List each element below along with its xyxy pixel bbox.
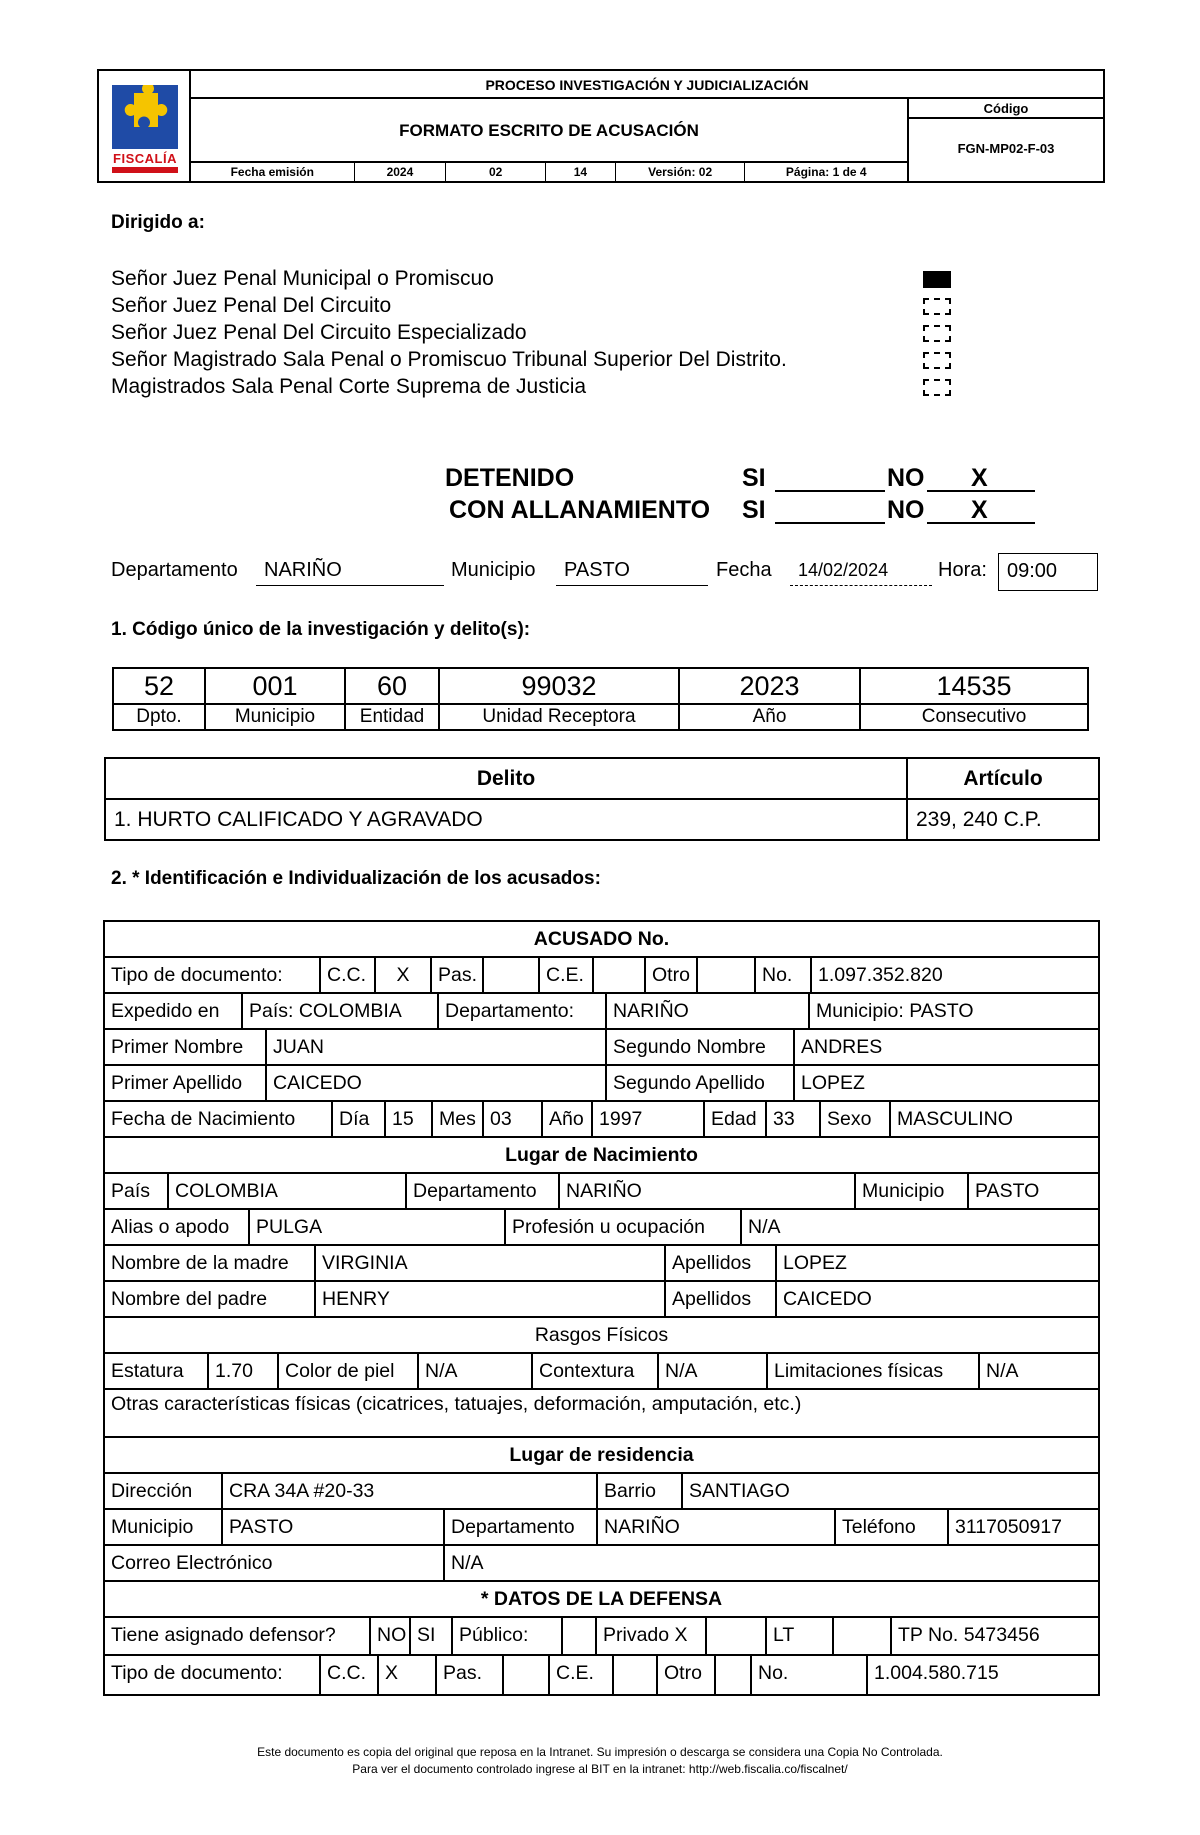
expedido-row: Expedido en País: COLOMBIA Departamento: NARIÑO Municipio: PASTO [105,994,1098,1030]
birth-dept: NARIÑO [560,1174,856,1208]
father-name: HENRY [316,1282,666,1316]
hour-value: 09:00 [998,553,1098,591]
investigation-code-table: 52 001 60 99032 2023 14535 Dpto. Municipio Entidad Unidad Receptora Año Consecutivo [112,667,1089,731]
mun-value: PASTO [556,555,708,586]
defender-si: SI [411,1618,453,1654]
physical-header-row: Rasgos Físicos [105,1318,1098,1354]
skin-color: N/A [419,1354,533,1388]
date-value: 14/02/2024 [790,555,932,586]
father-surname: CAICEDO [783,1288,872,1310]
mother-surname: LOPEZ [783,1252,847,1274]
defender-cc-mark: X [379,1656,437,1694]
birth-month: 03 [484,1102,543,1136]
court-checkbox[interactable] [923,352,951,369]
build: N/A [659,1354,768,1388]
fiscalia-logo [99,71,191,181]
res-dept: NARIÑO [598,1510,836,1544]
defender-row: Tiene asignado defensor? NO SI Público: Privado X LT TP No. 5473456 [105,1618,1098,1656]
article-header: Artículo [907,758,1099,799]
age: 33 [767,1102,821,1136]
alias: PULGA [250,1210,506,1244]
court-option: Señor Magistrado Sala Penal o Promiscuo Tribunal Superior Del Distrito. [111,346,961,373]
court-option: Señor Juez Penal Municipal o Promiscuo [111,265,961,292]
crime-table [104,757,1100,841]
code-value: FGN-MP02-F-03 [957,141,1055,156]
surnames-row: Primer Apellido CAICEDO Segundo Apellido LOPEZ [105,1066,1098,1102]
mun-label: Municipio [451,559,536,581]
defender-doc-number: 1.004.580.715 [874,1662,999,1684]
court-checkbox[interactable] [923,298,951,315]
occupation: N/A [748,1216,781,1238]
footer-link-note: Para ver el documento controlado ingrese al BIT en la intranet: http://web.fiscalia.co/fiscalnet/ [352,1762,848,1776]
page-number: Página: 1 de 4 [785,165,867,179]
dept-value: NARIÑO [256,555,444,586]
emission-row [191,163,909,181]
court-option: Magistrados Sala Penal Corte Suprema de Justicia [111,373,961,400]
detenido-label: DETENIDO [445,464,575,492]
code-unidad: 99032 [439,668,679,704]
residence-header-row: Lugar de residencia [105,1438,1098,1474]
second-name: ANDRES [801,1036,883,1058]
court-checkbox[interactable] [923,271,951,288]
birthplace-row: País COLOMBIA Departamento NARIÑO Municipio PASTO [105,1174,1098,1210]
accused-header-row: ACUSADO No. [105,922,1098,958]
email-row: Correo Electrónico N/A [105,1546,1098,1582]
doc-pas-value [484,958,540,992]
footer-note: Este documento es copia del original que reposa en la Intranet. Su impresión o descarga se considera una Copia No Controlada. [257,1745,943,1759]
limitations: N/A [986,1360,1019,1382]
doc-otro-value [698,958,756,992]
section1-title: 1. Código único de la investigación y delito(s): [111,619,531,640]
article-value: 239, 240 C.P. [907,799,1099,840]
doc-cc-mark: X [376,958,432,992]
defender-ce-value [614,1656,658,1694]
crime-header: Delito [105,758,907,799]
phone: 3117050917 [955,1516,1063,1538]
birthplace-header-row: Lugar de Nacimiento [105,1138,1098,1174]
address: CRA 34A #20-33 [223,1474,598,1508]
emission-month: 02 [446,163,546,181]
court-option: Señor Juez Penal Del Circuito Especializado [111,319,961,346]
lt-value [834,1618,892,1654]
emission-day: 14 [546,163,616,181]
court-option: Señor Juez Penal Del Circuito [111,292,961,319]
logo-brand-text: FISCALÍA [113,151,177,166]
defender-no: NO [371,1618,411,1654]
sex: MASCULINO [897,1108,1013,1130]
height: 1.70 [209,1354,279,1388]
process-name: PROCESO INVESTIGACIÓN Y JUDICIALIZACIÓN [191,71,1103,99]
doc-row: Tipo de documento: C.C. X Pas. C.E. Otro No. 1.097.352.820 [105,958,1098,994]
code-entidad: 60 [345,668,439,704]
address-row: Dirección CRA 34A #20-33 Barrio SANTIAGO [105,1474,1098,1510]
names-row: Primer Nombre JUAN Segundo Nombre ANDRES [105,1030,1098,1066]
birth-day: 15 [386,1102,433,1136]
court-list [111,265,961,400]
emission-year: 2024 [355,163,447,181]
first-name: JUAN [267,1030,607,1064]
code-consecutivo: 14535 [860,668,1088,704]
defender-doc-row: Tipo de documento: C.C. X Pas. C.E. Otro No. 1.004.580.715 [105,1656,1098,1694]
res-mun: PASTO [223,1510,445,1544]
document-header [97,69,1105,183]
res-mun-row: Municipio PASTO Departamento NARIÑO Teléfono 3117050917 [105,1510,1098,1546]
defender-otro-value [716,1656,752,1694]
allanamiento-mark: X [971,496,988,524]
second-surname: LOPEZ [801,1072,865,1094]
code-municipio: 001 [205,668,345,704]
birth-year: 1997 [593,1102,705,1136]
code-label: Código [909,99,1103,119]
defense-header-row: * DATOS DE LA DEFENSA [105,1582,1098,1618]
doc-ce-value [594,958,646,992]
privado: Privado X [597,1618,707,1654]
birth-row: Fecha de Nacimiento Día 15 Mes 03 Año 1997 Edad 33 Sexo MASCULINO [105,1102,1098,1138]
code-anio: 2023 [679,668,860,704]
alias-row: Alias o apodo PULGA Profesión u ocupación N/A [105,1210,1098,1246]
mother-name: VIRGINIA [316,1246,666,1280]
document-code [909,99,1103,181]
version: Versión: 02 [616,163,746,181]
logo-emblem [112,85,178,149]
document-title: FORMATO ESCRITO DE ACUSACIÓN [191,99,909,163]
date-label: Fecha [716,559,772,581]
accused-grid [103,920,1100,1696]
physical-row: Estatura 1.70 Color de piel N/A Contextura N/A Limitaciones físicas N/A [105,1354,1098,1390]
allanamiento-label: CON ALLANAMIENTO [449,496,711,524]
other-features-row: Otras características físicas (cicatrices, tatuajes, deformación, amputación, etc.) [105,1390,1098,1438]
publico-value [563,1618,597,1654]
barrio: SANTIAGO [689,1480,790,1502]
addressed-label: Dirigido a: [111,212,205,233]
detenido-mark: X [971,464,988,492]
dept-label: Departamento [111,559,238,581]
privado-value [707,1618,767,1654]
first-surname: CAICEDO [267,1066,607,1100]
father-row: Nombre del padre HENRY Apellidos CAICEDO [105,1282,1098,1318]
birth-country: COLOMBIA [169,1174,407,1208]
birth-mun: PASTO [975,1180,1040,1202]
email: N/A [451,1552,484,1574]
section2-title: 2. * Identificación e Individualización de los acusados: [111,868,601,889]
code-dpto: 52 [113,668,205,704]
doc-number: 1.097.352.820 [818,964,943,986]
mother-row: Nombre de la madre VIRGINIA Apellidos LOPEZ [105,1246,1098,1282]
emission-label: Fecha emisión [191,163,355,181]
hour-label: Hora: [938,559,987,581]
crime-value: 1. HURTO CALIFICADO Y AGRAVADO [105,799,907,840]
defender-pas-value [504,1656,550,1694]
court-checkbox[interactable] [923,379,951,396]
court-checkbox[interactable] [923,325,951,342]
tp-number: TP No. 5473456 [898,1624,1040,1646]
